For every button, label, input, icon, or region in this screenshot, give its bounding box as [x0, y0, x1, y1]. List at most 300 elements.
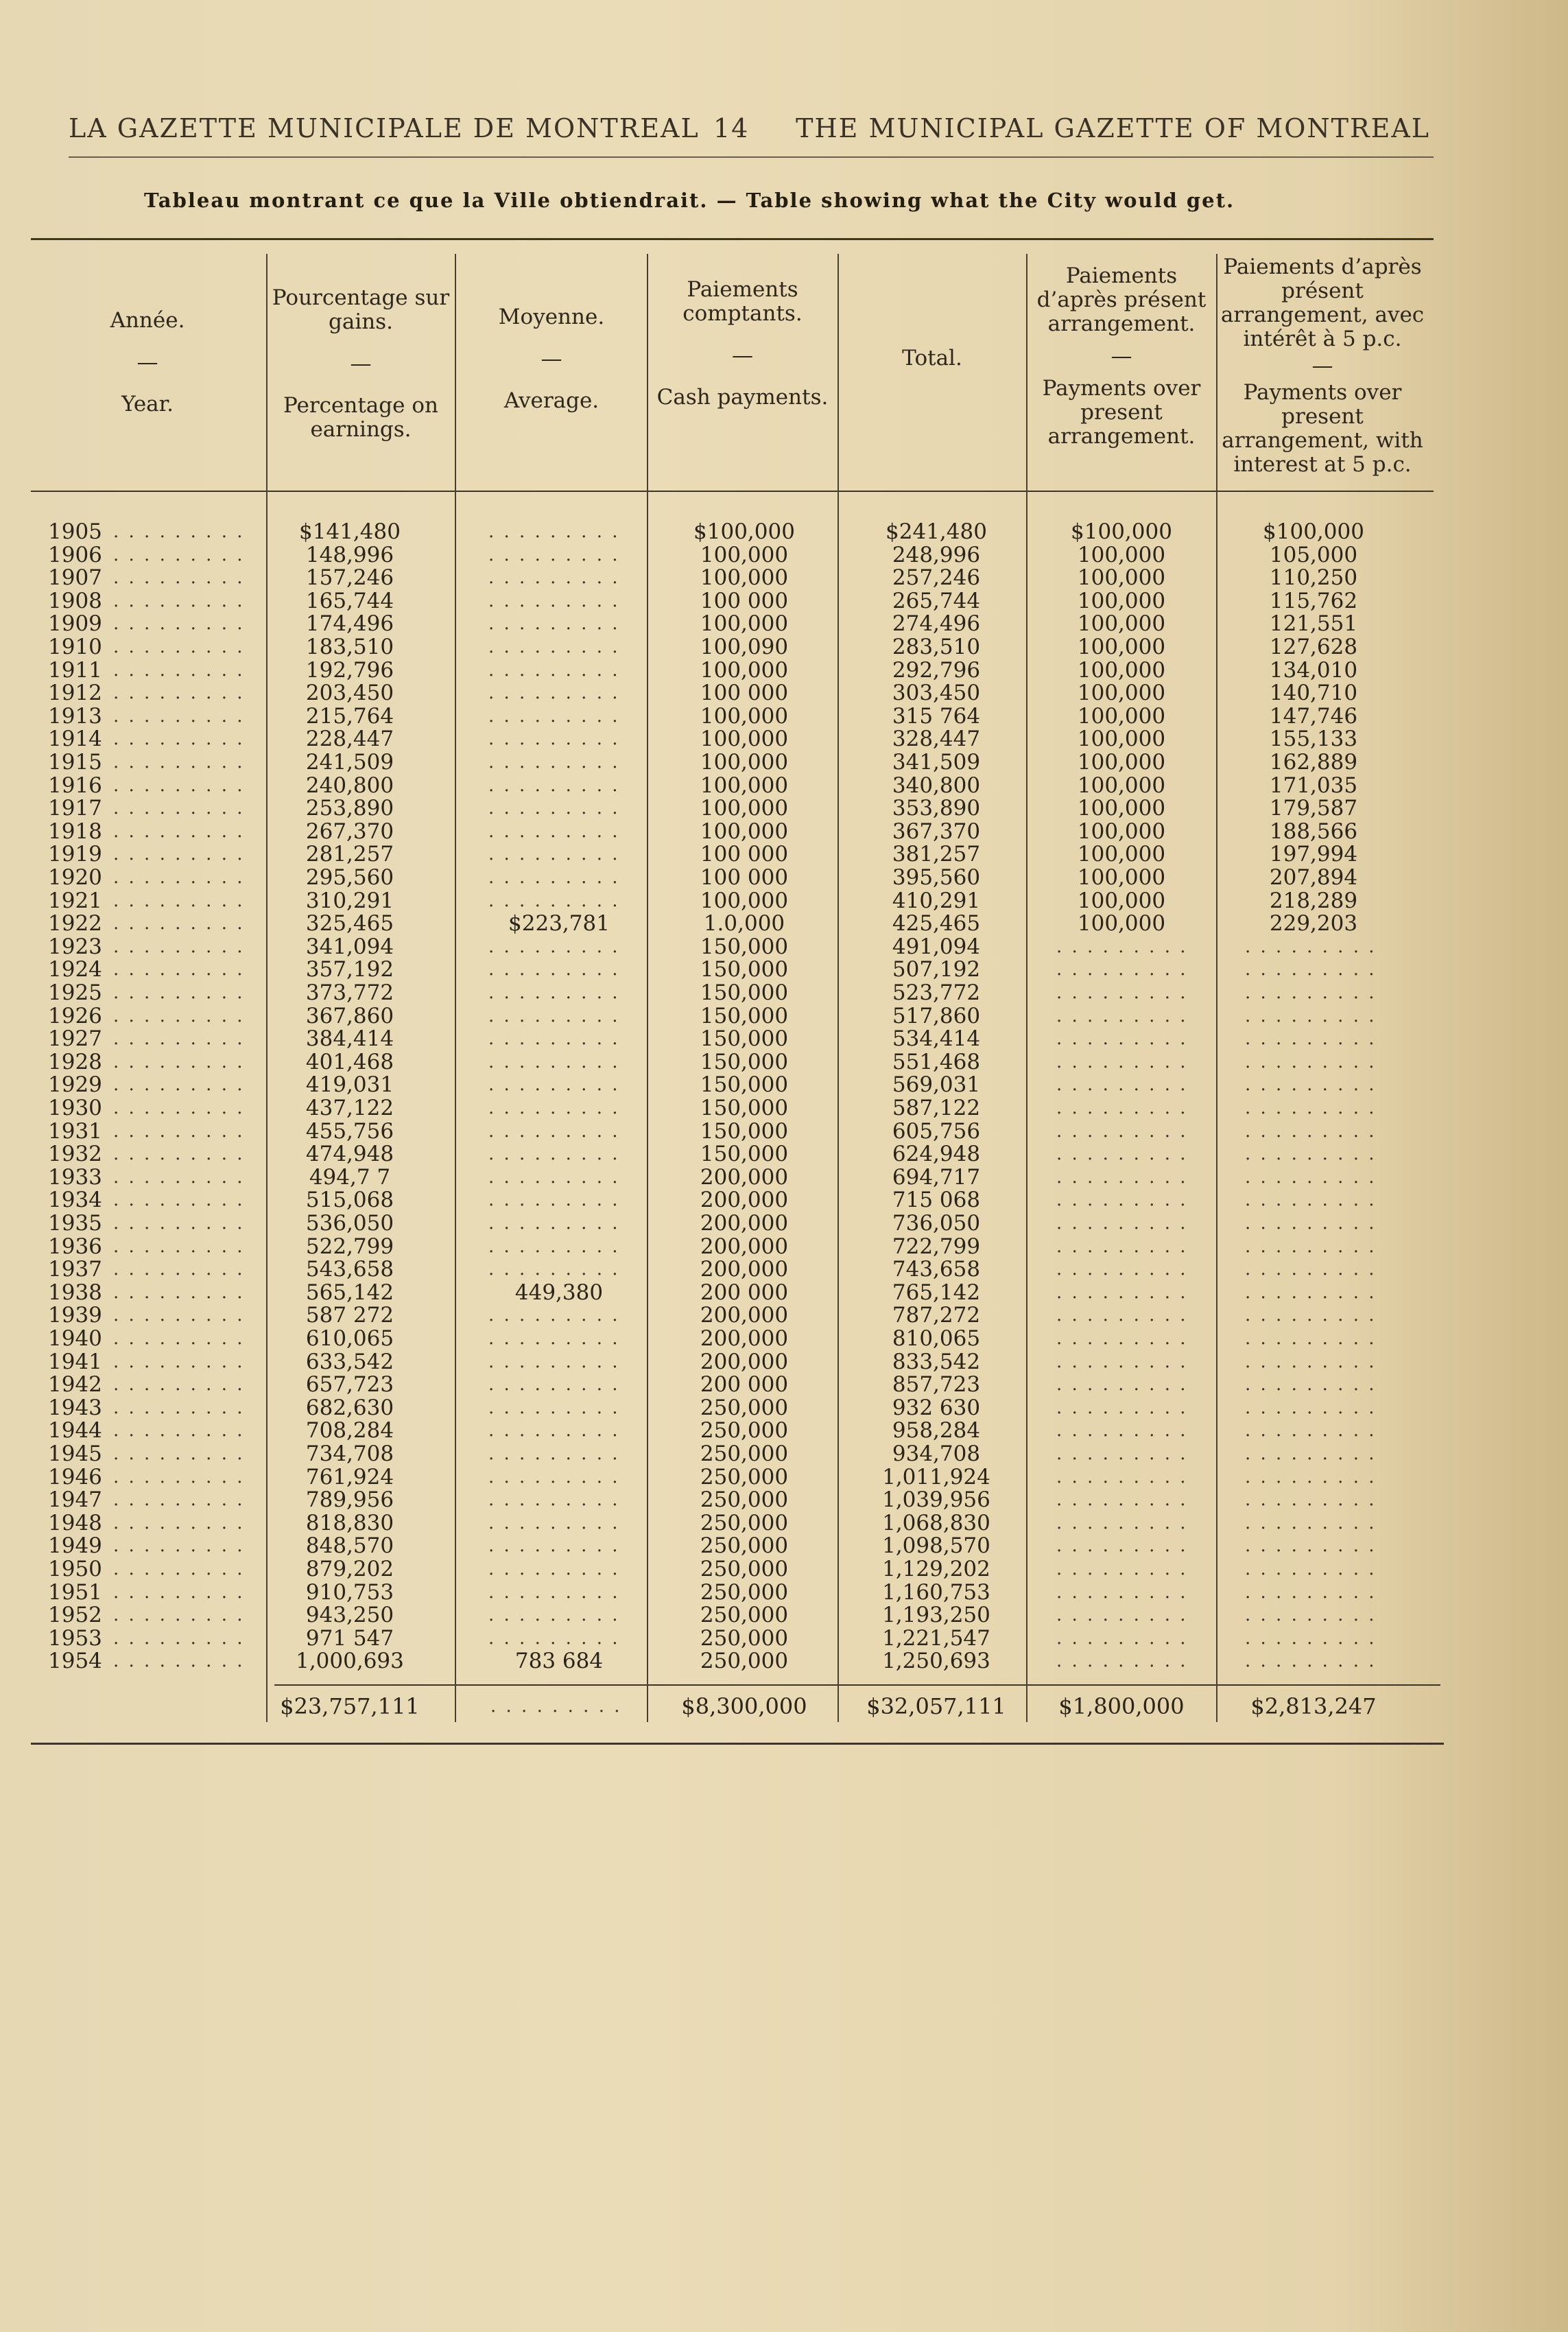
present-arrangement-cell: 100,000 [1077, 865, 1166, 890]
present-arrangement-leader-dots: . . . . . . . . . [1056, 1190, 1188, 1210]
average-leader-dots: . . . . . . . . . [488, 1006, 620, 1026]
total-cell: 1,160,753 [882, 1580, 990, 1605]
present-arrangement-cell: 100,000 [1077, 635, 1166, 659]
header-separator: — [1311, 353, 1333, 378]
present-arrangement-leader-dots: . . . . . . . . . [1056, 1282, 1188, 1303]
present-arrangement-cell: 100,000 [1077, 888, 1166, 913]
cash-payment-cell: 150,000 [700, 1142, 789, 1166]
present-arrangement-leader-dots: . . . . . . . . . [1056, 1259, 1188, 1280]
average-leader-dots: . . . . . . . . . [488, 1052, 620, 1072]
total-cell: 395,560 [892, 865, 981, 890]
total-cell: 736,050 [892, 1211, 981, 1236]
cash-payment-cell: 150,000 [700, 934, 789, 959]
total-present-arrangement: $1,800,000 [1058, 1693, 1185, 1719]
average-leader-dots: . . . . . . . . . [488, 1605, 620, 1625]
average-leader-dots: . . . . . . . . . [488, 959, 620, 980]
with-interest-leader-dots: . . . . . . . . . [1245, 937, 1377, 957]
cash-payment-cell: 100,000 [700, 773, 789, 798]
year-cell: 1947 [48, 1487, 102, 1512]
header-en: Percentage on earnings. [283, 393, 438, 442]
present-arrangement-leader-dots: . . . . . . . . . [1056, 1028, 1188, 1049]
year-leader-dots: . . . . . . . . . [113, 937, 245, 957]
cash-payment-cell: 100,000 [700, 819, 789, 844]
cash-payment-cell: 250,000 [700, 1418, 789, 1443]
percentage-cell: 610,065 [305, 1326, 394, 1351]
total-cell: 257,246 [892, 565, 981, 590]
total-cell: 303,450 [892, 681, 981, 705]
with-interest-leader-dots: . . . . . . . . . [1245, 1582, 1377, 1603]
header-fr: Paiements comptants. [682, 277, 803, 326]
total-cell: 765,142 [892, 1280, 981, 1305]
year-cell: 1946 [48, 1465, 102, 1489]
year-leader-dots: . . . . . . . . . [113, 1282, 245, 1303]
year-cell: 1945 [48, 1441, 102, 1466]
year-leader-dots: . . . . . . . . . [113, 1374, 245, 1395]
year-leader-dots: . . . . . . . . . [113, 591, 245, 611]
average-cell: $223,781 [508, 911, 610, 936]
present-arrangement-leader-dots: . . . . . . . . . [1056, 1121, 1188, 1142]
year-leader-dots: . . . . . . . . . [113, 683, 245, 703]
column-header-year [62, 309, 233, 416]
present-arrangement-leader-dots: . . . . . . . . . [1056, 1628, 1188, 1649]
total-average-leader: . . . . . . . . . [490, 1696, 622, 1717]
year-cell: 1954 [48, 1649, 102, 1673]
present-arrangement-leader-dots: . . . . . . . . . [1056, 1052, 1188, 1072]
average-leader-dots: . . . . . . . . . [488, 937, 620, 957]
year-leader-dots: . . . . . . . . . [113, 1259, 245, 1280]
present-arrangement-cell: 100,000 [1077, 819, 1166, 844]
with-interest-cell: 188,566 [1269, 819, 1358, 844]
year-cell: 1923 [48, 934, 102, 959]
year-leader-dots: . . . . . . . . . [113, 867, 245, 888]
percentage-cell: 357,192 [305, 957, 394, 982]
with-interest-leader-dots: . . . . . . . . . [1245, 1628, 1377, 1649]
year-leader-dots: . . . . . . . . . [113, 706, 245, 727]
average-leader-dots: . . . . . . . . . [488, 891, 620, 911]
present-arrangement-leader-dots: . . . . . . . . . [1056, 982, 1188, 1003]
average-leader-dots: . . . . . . . . . [488, 982, 620, 1003]
with-interest-leader-dots: . . . . . . . . . [1245, 1028, 1377, 1049]
year-cell: 1938 [48, 1280, 102, 1305]
year-cell: 1927 [48, 1026, 102, 1051]
present-arrangement-cell: 100,000 [1077, 543, 1166, 567]
percentage-cell: 789,956 [305, 1487, 394, 1512]
cash-payment-cell: 250,000 [700, 1557, 789, 1581]
total-cell: 1,193,250 [882, 1603, 990, 1627]
year-cell: 1936 [48, 1234, 102, 1259]
cash-payment-cell: 250,000 [700, 1626, 789, 1651]
year-leader-dots: . . . . . . . . . [113, 1444, 245, 1464]
year-cell: 1908 [48, 589, 102, 613]
cash-payment-cell: 100,000 [700, 658, 789, 683]
average-leader-dots: . . . . . . . . . [488, 1513, 620, 1533]
percentage-cell: 203,450 [305, 681, 394, 705]
year-leader-dots: . . . . . . . . . [113, 521, 245, 542]
percentage-cell: 295,560 [305, 865, 394, 890]
cash-payment-cell: 1.0,000 [703, 911, 785, 936]
total-cell: 425,465 [892, 911, 981, 936]
cash-payment-cell: 250,000 [700, 1487, 789, 1512]
with-interest-leader-dots: . . . . . . . . . [1245, 982, 1377, 1003]
header-fr: Année. [110, 308, 185, 333]
cash-payment-cell: 100,000 [700, 611, 789, 636]
present-arrangement-cell: 100,000 [1077, 727, 1166, 751]
header-en: Payments over present arrangement, with interest at 5 p.c. [1222, 380, 1423, 477]
year-cell: 1948 [48, 1511, 102, 1535]
present-arrangement-cell: 100,000 [1077, 589, 1166, 613]
year-cell: 1921 [48, 888, 102, 913]
column-header-with-interest [1220, 255, 1425, 477]
present-arrangement-leader-dots: . . . . . . . . . [1056, 1489, 1188, 1510]
year-cell: 1918 [48, 819, 102, 844]
year-leader-dots: . . . . . . . . . [113, 1052, 245, 1072]
average-leader-dots: . . . . . . . . . [488, 1398, 620, 1418]
year-cell: 1925 [48, 980, 102, 1005]
year-leader-dots: . . . . . . . . . [113, 1074, 245, 1095]
column-header-cash-payments [655, 278, 830, 410]
column-divider-3 [647, 254, 648, 1722]
cash-payment-cell: 150,000 [700, 1119, 789, 1144]
running-head-left: LA GAZETTE MUNICIPALE DE MONTREAL [69, 113, 700, 143]
header-separator: — [350, 351, 372, 376]
year-leader-dots: . . . . . . . . . [113, 752, 245, 773]
cash-payment-cell: 100 000 [700, 842, 789, 867]
present-arrangement-leader-dots: . . . . . . . . . [1056, 1006, 1188, 1026]
cash-payment-cell: 150,000 [700, 1096, 789, 1120]
year-leader-dots: . . . . . . . . . [113, 1467, 245, 1487]
percentage-cell: 633,542 [305, 1350, 394, 1374]
total-cell: 569,031 [892, 1072, 981, 1097]
with-interest-cell: 140,710 [1269, 681, 1358, 705]
cash-payment-cell: 250,000 [700, 1511, 789, 1535]
present-arrangement-cell: 100,000 [1077, 681, 1166, 705]
average-leader-dots: . . . . . . . . . [488, 1236, 620, 1257]
year-leader-dots: . . . . . . . . . [113, 1098, 245, 1118]
total-cash-payments: $8,300,000 [681, 1693, 807, 1719]
total-cell: $241,480 [886, 519, 987, 544]
percentage-cell: 192,796 [305, 658, 394, 683]
year-cell: 1917 [48, 796, 102, 821]
present-arrangement-leader-dots: . . . . . . . . . [1056, 1513, 1188, 1533]
percentage-cell: 228,447 [305, 727, 394, 751]
with-interest-cell: 179,587 [1269, 796, 1358, 821]
with-interest-leader-dots: . . . . . . . . . [1245, 1074, 1377, 1095]
year-leader-dots: . . . . . . . . . [113, 1605, 245, 1625]
total-with-interest: $2,813,247 [1250, 1693, 1377, 1719]
present-arrangement-leader-dots: . . . . . . . . . [1056, 1651, 1188, 1671]
year-cell: 1953 [48, 1626, 102, 1651]
percentage-cell: 267,370 [305, 819, 394, 844]
present-arrangement-cell: 100,000 [1077, 704, 1166, 729]
present-arrangement-leader-dots: . . . . . . . . . [1056, 1236, 1188, 1257]
with-interest-leader-dots: . . . . . . . . . [1245, 1259, 1377, 1280]
year-leader-dots: . . . . . . . . . [113, 545, 245, 565]
year-leader-dots: . . . . . . . . . [113, 1513, 245, 1533]
year-leader-dots: . . . . . . . . . [113, 1651, 245, 1671]
year-cell: 1909 [48, 611, 102, 636]
cash-payment-cell: 250,000 [700, 1533, 789, 1558]
running-head-right: THE MUNICIPAL GAZETTE OF MONTREAL [796, 113, 1430, 143]
average-leader-dots: . . . . . . . . . [488, 567, 620, 588]
percentage-cell: 734,708 [305, 1441, 394, 1466]
present-arrangement-leader-dots: . . . . . . . . . [1056, 1535, 1188, 1556]
percentage-cell: 325,465 [305, 911, 394, 936]
total-cell: 1,068,830 [882, 1511, 990, 1535]
percentage-cell: 1,000,693 [296, 1649, 404, 1673]
average-leader-dots: . . . . . . . . . [488, 1074, 620, 1095]
cash-payment-cell: 200,000 [700, 1326, 789, 1351]
percentage-cell: 148,996 [305, 543, 394, 567]
year-cell: 1905 [48, 519, 102, 544]
year-leader-dots: . . . . . . . . . [113, 1398, 245, 1418]
with-interest-cell: 121,551 [1269, 611, 1358, 636]
header-en: Cash payments. [656, 385, 829, 410]
year-leader-dots: . . . . . . . . . [113, 1213, 245, 1234]
with-interest-cell: 155,133 [1269, 727, 1358, 751]
percentage-cell: 419,031 [305, 1072, 394, 1097]
percentage-cell: 971 547 [305, 1626, 394, 1651]
year-leader-dots: . . . . . . . . . [113, 982, 245, 1003]
header-separator: — [732, 343, 753, 368]
cash-payment-cell: 100,000 [700, 796, 789, 821]
with-interest-leader-dots: . . . . . . . . . [1245, 1467, 1377, 1487]
year-leader-dots: . . . . . . . . . [113, 1190, 245, 1210]
percentage-cell: 818,830 [305, 1511, 394, 1535]
running-head [69, 113, 1430, 154]
cash-payment-cell: 200,000 [700, 1234, 789, 1259]
total-cell: 410,291 [892, 888, 981, 913]
total-cell: 328,447 [892, 727, 981, 751]
average-leader-dots: . . . . . . . . . [488, 1121, 620, 1142]
average-leader-dots: . . . . . . . . . [488, 1489, 620, 1510]
present-arrangement-leader-dots: . . . . . . . . . [1056, 1167, 1188, 1188]
total-cell: 491,094 [892, 934, 981, 959]
average-leader-dots: . . . . . . . . . [488, 1028, 620, 1049]
average-leader-dots: . . . . . . . . . [488, 1559, 620, 1579]
year-cell: 1939 [48, 1303, 102, 1328]
column-divider-5 [1026, 254, 1027, 1722]
cash-payment-cell: 150,000 [700, 1072, 789, 1097]
percentage-cell: 165,744 [305, 589, 394, 613]
year-leader-dots: . . . . . . . . . [113, 1144, 245, 1164]
year-cell: 1924 [48, 957, 102, 982]
total-cell: 932 630 [892, 1395, 981, 1420]
with-interest-cell: 105,000 [1269, 543, 1358, 567]
with-interest-cell: 229,203 [1269, 911, 1358, 936]
average-leader-dots: . . . . . . . . . [488, 1098, 620, 1118]
present-arrangement-leader-dots: . . . . . . . . . [1056, 1467, 1188, 1487]
year-leader-dots: . . . . . . . . . [113, 891, 245, 911]
percentage-cell: 910,753 [305, 1580, 394, 1605]
present-arrangement-leader-dots: . . . . . . . . . [1056, 1213, 1188, 1234]
average-leader-dots: . . . . . . . . . [488, 545, 620, 565]
cash-payment-cell: 150,000 [700, 1026, 789, 1051]
total-cell: 292,796 [892, 658, 981, 683]
with-interest-leader-dots: . . . . . . . . . [1245, 1052, 1377, 1072]
table-bottom-rule [31, 1743, 1444, 1745]
cash-payment-cell: 100 000 [700, 589, 789, 613]
average-leader-dots: . . . . . . . . . [488, 1352, 620, 1372]
with-interest-leader-dots: . . . . . . . . . [1245, 1559, 1377, 1579]
total-cell: 1,039,956 [882, 1487, 990, 1512]
cash-payment-cell: 250,000 [700, 1580, 789, 1605]
year-cell: 1950 [48, 1557, 102, 1581]
total-cell: 1,250,693 [882, 1649, 990, 1673]
total-cell: 587,122 [892, 1096, 981, 1120]
total-cell: 248,996 [892, 543, 981, 567]
average-leader-dots: . . . . . . . . . [488, 1628, 620, 1649]
year-cell: 1944 [48, 1418, 102, 1443]
year-cell: 1922 [48, 911, 102, 936]
with-interest-leader-dots: . . . . . . . . . [1245, 1444, 1377, 1464]
column-header-total [842, 346, 1022, 370]
percentage-cell: 183,510 [305, 635, 394, 659]
page-number: 14 [713, 113, 750, 143]
present-arrangement-cell: 100,000 [1077, 911, 1166, 936]
cash-payment-cell: 100 000 [700, 865, 789, 890]
percentage-cell: 657,723 [305, 1372, 394, 1397]
with-interest-leader-dots: . . . . . . . . . [1245, 1489, 1377, 1510]
year-cell: 1926 [48, 1004, 102, 1028]
year-cell: 1919 [48, 842, 102, 867]
year-leader-dots: . . . . . . . . . [113, 821, 245, 842]
year-cell: 1914 [48, 727, 102, 751]
present-arrangement-leader-dots: . . . . . . . . . [1056, 1098, 1188, 1118]
year-leader-dots: . . . . . . . . . [113, 660, 245, 681]
total-cell: 722,799 [892, 1234, 981, 1259]
total-cell: 274,496 [892, 611, 981, 636]
header-en: Year. [121, 392, 174, 416]
with-interest-cell: 110,250 [1269, 565, 1358, 590]
present-arrangement-leader-dots: . . . . . . . . . [1056, 1305, 1188, 1326]
with-interest-cell: $100,000 [1263, 519, 1364, 544]
with-interest-leader-dots: . . . . . . . . . [1245, 1190, 1377, 1210]
total-cell: 265,744 [892, 589, 981, 613]
with-interest-leader-dots: . . . . . . . . . [1245, 1328, 1377, 1349]
total-cell: 787,272 [892, 1303, 981, 1328]
year-leader-dots: . . . . . . . . . [113, 637, 245, 657]
header-fr: Moyenne. [498, 305, 605, 329]
total-cell: 315 764 [892, 704, 981, 729]
average-leader-dots: . . . . . . . . . [488, 1328, 620, 1349]
year-cell: 1943 [48, 1395, 102, 1420]
with-interest-leader-dots: . . . . . . . . . [1245, 1121, 1377, 1142]
percentage-cell: 494,7 7 [309, 1165, 391, 1190]
year-leader-dots: . . . . . . . . . [113, 1305, 245, 1326]
total-cell: 341,509 [892, 750, 981, 775]
year-cell: 1929 [48, 1072, 102, 1097]
percentage-cell: 708,284 [305, 1418, 394, 1443]
present-arrangement-leader-dots: . . . . . . . . . [1056, 1074, 1188, 1095]
with-interest-leader-dots: . . . . . . . . . [1245, 1098, 1377, 1118]
average-leader-dots: . . . . . . . . . [488, 591, 620, 611]
cash-payment-cell: 150,000 [700, 1004, 789, 1028]
cash-payment-cell: 100,000 [700, 543, 789, 567]
present-arrangement-leader-dots: . . . . . . . . . [1056, 959, 1188, 980]
percentage-cell: 761,924 [305, 1465, 394, 1489]
total-cell: 605,756 [892, 1119, 981, 1144]
year-leader-dots: . . . . . . . . . [113, 913, 245, 934]
percentage-cell: 253,890 [305, 796, 394, 821]
total-cell: 283,510 [892, 635, 981, 659]
year-leader-dots: . . . . . . . . . [113, 729, 245, 749]
average-leader-dots: . . . . . . . . . [488, 706, 620, 727]
average-leader-dots: . . . . . . . . . [488, 660, 620, 681]
year-cell: 1949 [48, 1533, 102, 1558]
cash-payment-cell: 100,090 [700, 635, 789, 659]
year-leader-dots: . . . . . . . . . [113, 1167, 245, 1188]
percentage-cell: 515,068 [305, 1188, 394, 1212]
percentage-cell: 587 272 [305, 1303, 394, 1328]
with-interest-leader-dots: . . . . . . . . . [1245, 1006, 1377, 1026]
total-cell: 1,098,570 [882, 1533, 990, 1558]
header-separator: — [541, 346, 562, 371]
percentage-cell: 401,468 [305, 1050, 394, 1074]
present-arrangement-leader-dots: . . . . . . . . . [1056, 937, 1188, 957]
percentage-cell: 373,772 [305, 980, 394, 1005]
grand-total: $32,057,111 [866, 1693, 1006, 1719]
present-arrangement-leader-dots: . . . . . . . . . [1056, 1398, 1188, 1418]
year-leader-dots: . . . . . . . . . [113, 1628, 245, 1649]
present-arrangement-cell: 100,000 [1077, 750, 1166, 775]
average-leader-dots: . . . . . . . . . [488, 683, 620, 703]
cash-payment-cell: 250,000 [700, 1649, 789, 1673]
with-interest-leader-dots: . . . . . . . . . [1245, 1651, 1377, 1671]
column-divider-2 [455, 254, 456, 1722]
present-arrangement-leader-dots: . . . . . . . . . [1056, 1559, 1188, 1579]
percentage-cell: 281,257 [305, 842, 394, 867]
average-leader-dots: . . . . . . . . . [488, 1444, 620, 1464]
average-leader-dots: . . . . . . . . . [488, 729, 620, 749]
average-leader-dots: . . . . . . . . . [488, 637, 620, 657]
cash-payment-cell: 200,000 [700, 1350, 789, 1374]
year-cell: 1911 [48, 658, 102, 683]
total-cell: 1,129,202 [882, 1557, 990, 1581]
total-cell: 517,860 [892, 1004, 981, 1028]
header-fr: Paiements d’après présent arrangement. [1036, 263, 1207, 336]
with-interest-leader-dots: . . . . . . . . . [1245, 959, 1377, 980]
average-leader-dots: . . . . . . . . . [488, 798, 620, 818]
cash-payment-cell: 150,000 [700, 980, 789, 1005]
average-leader-dots: . . . . . . . . . [488, 1167, 620, 1188]
percentage-cell: 536,050 [305, 1211, 394, 1236]
year-cell: 1941 [48, 1350, 102, 1374]
year-leader-dots: . . . . . . . . . [113, 613, 245, 634]
present-arrangement-leader-dots: . . . . . . . . . [1056, 1352, 1188, 1372]
cash-payment-cell: 200 000 [700, 1372, 789, 1397]
with-interest-cell: 162,889 [1269, 750, 1358, 775]
with-interest-cell: 218,289 [1269, 888, 1358, 913]
year-cell: 1952 [48, 1603, 102, 1627]
year-leader-dots: . . . . . . . . . [113, 1559, 245, 1579]
cash-payment-cell: 100 000 [700, 681, 789, 705]
year-leader-dots: . . . . . . . . . [113, 1352, 245, 1372]
percentage-cell: 341,094 [305, 934, 394, 959]
percentage-cell: 367,860 [305, 1004, 394, 1028]
average-leader-dots: . . . . . . . . . [488, 1374, 620, 1395]
with-interest-leader-dots: . . . . . . . . . [1245, 1374, 1377, 1395]
present-arrangement-cell: 100,000 [1077, 842, 1166, 867]
with-interest-leader-dots: . . . . . . . . . [1245, 1236, 1377, 1257]
total-cell: 694,717 [892, 1165, 981, 1190]
year-cell: 1937 [48, 1257, 102, 1282]
year-cell: 1935 [48, 1211, 102, 1236]
with-interest-cell: 171,035 [1269, 773, 1358, 798]
year-leader-dots: . . . . . . . . . [113, 1006, 245, 1026]
percentage-cell: 157,246 [305, 565, 394, 590]
total-cell: 551,468 [892, 1050, 981, 1074]
percentage-cell: 879,202 [305, 1557, 394, 1581]
